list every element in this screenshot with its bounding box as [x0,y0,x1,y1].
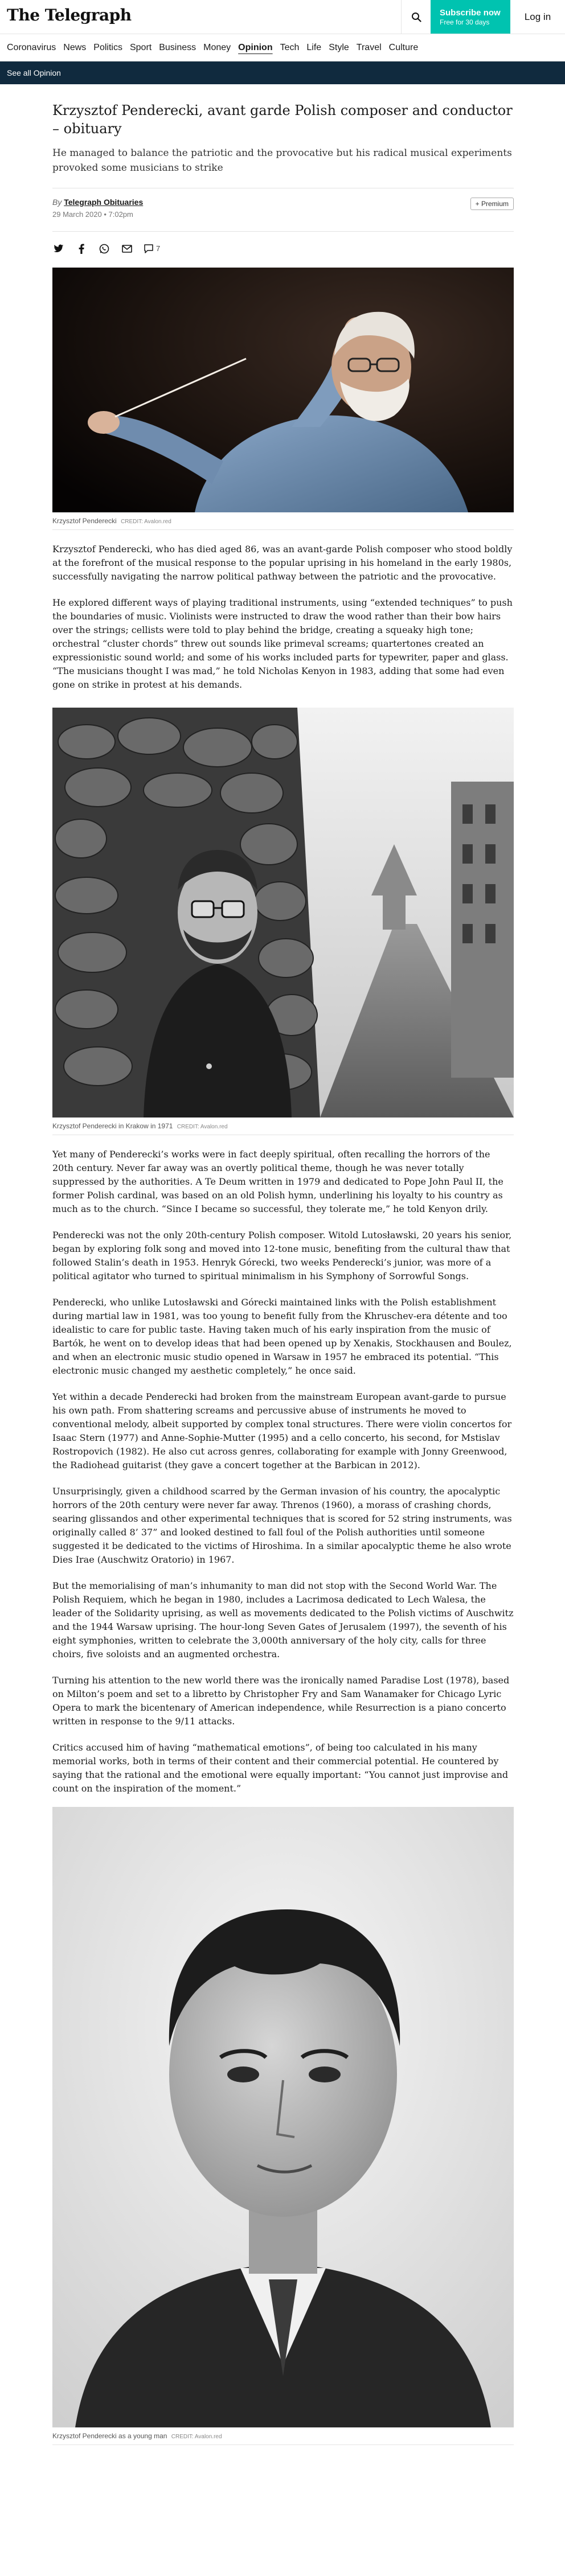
paragraph: But the memorialising of man’s inhumanity to man did not stop with the Second World War. The Polish Requiem, which he began in 1980, includes a Lacrimosa dedicated to Lech Walesa, the leader of the Solidarity uprising, as well as movements dedicated to the Polish victims of Auschwitz and the 1944 Warsaw uprising. The hour-long Seven Gates of Jerusalem (1997), the seventh of his eight symphonies, written to celebrate the 3,000th anniversary of the holy city, calls for three choirs, five soloists and an augmented orchestra. [52,1580,514,1659]
premium-badge: + Premium [470,198,514,210]
paragraph: Unsurprisingly, given a childhood scarred by the German invasion of his country, the apocalyptic horrors of the 20th century were never far away. Threnos (1960), a morass of crashing chords, searing glissandos and other experimental techniques that is scored for 52 string instruments, was originally called 8’ 37” and looked destined to fall foul of the Polish authorities until someone suggested it be dedicated to the victims of Hiroshima. In a similar apocalyptic theme he also wrote Dies Irae (Auschwitz Oratorio) in 1967. [52,1486,512,1565]
whatsapp-icon[interactable] [98,243,110,255]
comment-count: 7 [156,244,161,253]
nav-item-coronavirus[interactable]: Coronavirus [7,42,56,52]
caption-conductor [52,517,514,530]
paragraph: Penderecki was not the only 20th-century Polish composer. Witold Lutosławski, 20 years his senior, began by exploring folk song and moved into 12-tone music, benefiting from the cultural thaw that followed Stalin’s death in 1953. Henryk Górecki, two weeks Penderecki’s junior, was more of a political agitator who turned to spiritual minimalism in his Symphony of Sorrowful Songs. [52,1230,512,1281]
nav-item-money[interactable]: Money [203,42,231,52]
site-header [0,0,565,34]
byline-prefix: By [52,198,62,207]
facebook-icon[interactable] [75,243,88,255]
share-bar [52,231,514,257]
caption-text: Krzysztof Penderecki [52,517,117,525]
photo-young-man [52,1807,514,2427]
main-nav [0,34,565,61]
figure-conductor [52,268,514,530]
photo-conductor [52,268,514,512]
header-actions [401,0,565,34]
nav-item-opinion[interactable]: Opinion [238,42,273,52]
photo-krakow [52,708,514,1118]
caption-credit: CREDIT: Avalon.red [171,2434,222,2440]
byline [52,198,143,207]
caption-krakow [52,1122,514,1135]
nav-item-life[interactable]: Life [306,42,322,52]
email-icon[interactable] [121,243,133,255]
article [0,84,565,2445]
paragraph: Yet many of Penderecki’s works were in fact deeply spiritual, often recalling the horrors of the 20th century. Never far away was an overtly political theme, though he was never totally suppressed by the authorities. A Te Deum written in 1979 and dedicated to Pope John Paul II, the former Polish cardinal, was based on an old Polish hymn, underlining his loyalty to his country as much as to the church. “Since I became so successful, they tolerate me,” he told Kenyon drily. [52,1149,503,1214]
comments-link[interactable] [144,244,160,253]
nav-item-business[interactable]: Business [159,42,196,52]
search-icon [411,12,421,22]
nav-item-sport[interactable]: Sport [129,42,152,52]
figure-young [52,1807,514,2445]
subscribe-title: Subscribe now [440,7,501,18]
caption-text: Krzysztof Penderecki as a young man [52,2432,167,2440]
nav-item-style[interactable]: Style [329,42,349,52]
twitter-icon[interactable] [52,243,65,255]
byline-row [52,188,514,219]
site-logo[interactable]: The Telegraph [7,6,132,24]
nav-item-politics[interactable]: Politics [93,42,122,52]
caption-text: Krzysztof Penderecki in Krakow in 1971 [52,1122,173,1130]
paragraph: Krzysztof Penderecki, who has died aged 86, was an avant-garde Polish composer who stood boldly at the forefront of the musical response to the popular uprising in his homeland in the early 1980s, successfully navigating the narrow political pathway between the patriotic and the provocative. [52,544,513,582]
nav-item-culture[interactable]: Culture [388,42,419,52]
see-all-opinion-link[interactable]: See all Opinion [0,61,565,84]
body-group-a [52,543,514,692]
caption-credit: CREDIT: Avalon.red [121,519,171,525]
paragraph: Critics accused him of having “mathematical emotions”, of being too calculated in his many memorial works, both in terms of their content and their commercial potential. He countered by saying that the rational and the emotional were equally important: “You cannot just improvise and count on the inspiration of the moment.” [52,1742,509,1794]
paragraph: Penderecki, who unlike Lutosławski and Górecki maintained links with the Polish establishment during martial law in 1981, was too young to benefit fully from the Khruschev-era détente and too idealistic to care for public taste. Having taken much of his early inspiration from the music of Bartók, he went on to develop ideas that had been opened up by Xenakis, Stockhausen and Boulez, and when an electronic music studio opened in Warsaw in 1957 he embraced its potential. “This electronic music changed my aesthetic completely,” he once said. [52,1297,512,1376]
author-link[interactable]: Telegraph Obituaries [64,198,144,207]
nav-item-tech[interactable]: Tech [280,42,300,52]
nav-item-news[interactable]: News [63,42,87,52]
subscribe-subtitle: Free for 30 days [440,18,490,26]
body-group-b [52,1148,514,1796]
paragraph: He explored different ways of playing traditional instruments, using “extended techniques” to push the boundaries of music. Violinists were instructed to draw the wood rather than their bow hairs over the strings; cellists were told to play behind the bridge, creating a squeaky high tone; orchestral “cluster chords” threw out sounds like primeval screams; quartertones created an expressionistic sound world; and some of his works included parts for typewriter, paper and glass. “The musicians thought I was mad,” he told Nicholas Kenyon in 1983, adding that some had even gone on strike in protest at his demands. [52,597,513,690]
headline: Krzysztof Penderecki, avant garde Polish composer and conductor – obituary [52,102,513,137]
subscribe-button[interactable] [431,0,510,34]
article-column [52,101,514,2445]
standfirst: He managed to balance the patriotic and the provocative but his radical musical experiments provoked some musicians to strike [52,147,512,174]
nav-item-travel[interactable]: Travel [356,42,382,52]
comment-icon [144,244,154,253]
search-button[interactable] [401,0,431,34]
login-button[interactable]: Log in [524,11,551,22]
figure-krakow [52,708,514,1135]
byline-block [52,198,143,219]
publish-date: 29 March 2020 • 7:02pm [52,210,133,219]
caption-credit: CREDIT: Avalon.red [177,1124,228,1130]
paragraph: Turning his attention to the new world there was the ironically named Paradise Lost (1978), based on Milton’s poem and set to a libretto by Christopher Fry and Sam Wanamaker for Chicago Lyric Opera to mark the bicentenary of American independence, while Resurrection is a piano concerto written in response to the 9/11 attacks. [52,1675,510,1727]
caption-young [52,2432,514,2445]
paragraph: Yet within a decade Penderecki had broken from the mainstream European avant-garde to pursue his own path. From shattering screams and percussive abuse of instruments he moved to conventional melody, albeit supported by complex tonal structures. There were violin concertos for Isaac Stern (1977) and Anne-Sophie-Mutter (1995) and a cello concerto, his second, for Mstislav Rostropovich (1982). He also cut across genres, collaborating for example with Jonny Greenwood, the Radiohead guitarist (they gave a concert together at the Barbican in 2012). [52,1391,512,1470]
